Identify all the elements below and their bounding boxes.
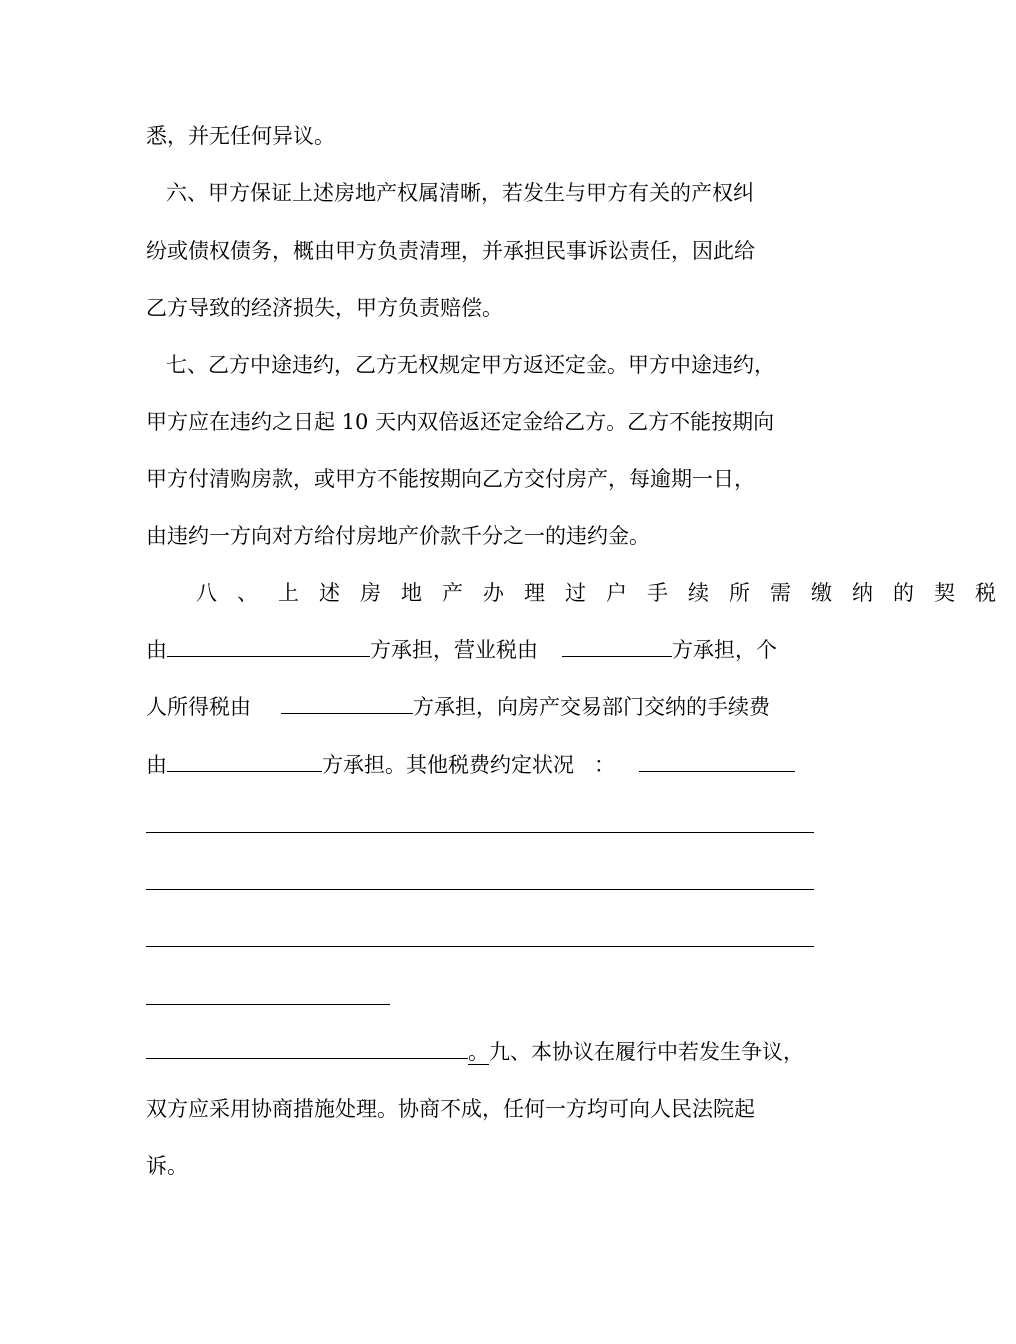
clause-seven-line-2: 甲方应在违约之日起 10 天内双倍返还定金给乙方。乙方不能按期向 (146, 410, 775, 434)
other-tax-blank-1[interactable] (639, 751, 795, 772)
clause-text: 人所得税由 (146, 695, 251, 719)
income-tax-party-blank[interactable] (281, 693, 413, 714)
other-tax-blank-6[interactable] (146, 1038, 468, 1059)
clause-eight-line-3 (146, 692, 814, 722)
clause-text: 由 (146, 638, 167, 662)
clause-eight-line-2 (146, 635, 814, 665)
clause-text: 方承担，营业税由 (370, 638, 538, 662)
clause-text: 由 (146, 753, 167, 777)
clause-text: 九、本协议在履行中若发生争议， (489, 1040, 804, 1064)
clause-six-line-1: 六、甲方保证上述房地产权属清晰，若发生与甲方有关的产权纠 (166, 181, 754, 205)
other-tax-blank-4[interactable] (146, 946, 814, 947)
clause-nine-line-3: 诉。 (146, 1154, 188, 1178)
clause-text: ： (594, 753, 615, 777)
clause-seven-line-1: 七、乙方中途违约，乙方无权规定甲方返还定金。甲方中途违约， (166, 353, 775, 377)
clause-text: 。 (468, 1040, 489, 1064)
clause-seven-line-3: 甲方付清购房款，或甲方不能按期向乙方交付房产，每逾期一日， (146, 467, 755, 491)
other-tax-blank-5[interactable] (146, 1004, 390, 1005)
clause-seven-line-4: 由违约一方向对方给付房地产价款千分之一的违约金。 (146, 524, 650, 548)
clause-text: 方承担。其他税费约定状况 (322, 753, 574, 777)
clause-eight-line-1: 八、上述房地产办理过户手续所需缴纳的契税 (196, 581, 1016, 605)
clause-six-line-2: 纷或债权债务，概由甲方负责清理，并承担民事诉讼责任，因此给 (146, 239, 755, 263)
clause-six-line-3: 乙方导致的经济损失，甲方负责赔偿。 (146, 296, 503, 320)
other-tax-blank-3[interactable] (146, 889, 814, 890)
clause-text: 方承担，个 (672, 638, 777, 662)
other-tax-blank-2[interactable] (146, 832, 814, 833)
clause-nine-line-2: 双方应采用协商措施处理。协商不成，任何一方均可向人民法院起 (146, 1097, 755, 1121)
paragraph-line: 悉，并无任何异议。 (146, 124, 335, 148)
clause-nine-line-1 (146, 1037, 836, 1067)
clause-text: 方承担，向房产交易部门交纳的手续费 (413, 695, 770, 719)
deed-tax-party-blank[interactable] (167, 636, 370, 657)
business-tax-party-blank[interactable] (562, 636, 672, 657)
fee-party-blank[interactable] (167, 751, 322, 772)
clause-eight-line-4 (146, 750, 814, 780)
